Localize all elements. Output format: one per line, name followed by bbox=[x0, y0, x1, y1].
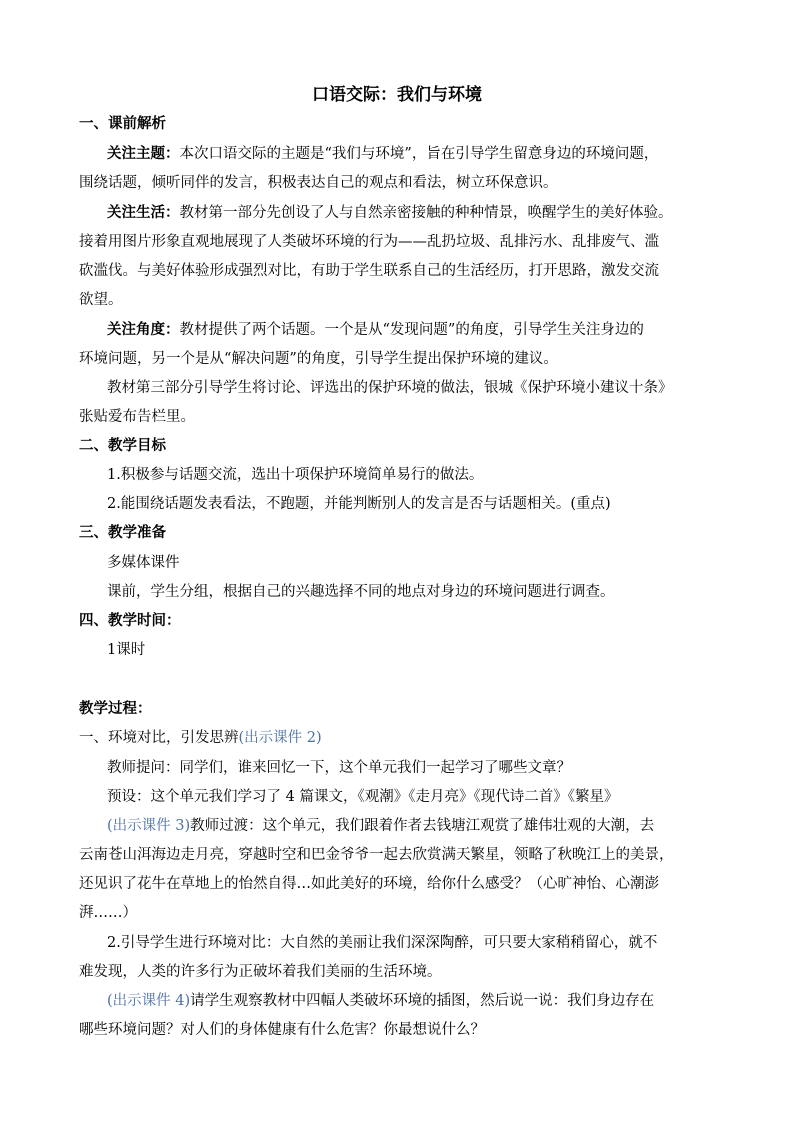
paragraph-label: 关注主题： bbox=[107, 146, 180, 162]
paragraph-line bbox=[107, 203, 673, 223]
paragraph-line: 2.引导学生进行环境对比：大自然的美丽让我们深深陶醉，可只要大家稍稍留心，就不 bbox=[107, 935, 658, 951]
paragraph-line bbox=[107, 144, 658, 164]
paragraph-line: 哪些环境问题？对人们的身体健康有什么危害？你最想说什么？ bbox=[79, 1022, 485, 1038]
paragraph-line: 欲望。 bbox=[79, 292, 123, 308]
paragraph-line: 接着用图片形象直观地展现了人类破坏环境的行为——乱扔垃圾、乱排污水、乱排废气、滥 bbox=[79, 234, 659, 250]
courseware-ref: (出示课件 2) bbox=[238, 730, 322, 746]
courseware-ref: (出示课件 4) bbox=[107, 993, 191, 1009]
paragraph-label: 关注角度： bbox=[107, 322, 180, 338]
section-heading-4: 四、教学时间： bbox=[79, 613, 181, 629]
list-item: 课前，学生分组，根据自己的兴趣选择不同的地点对身边的环境问题进行调查。 bbox=[107, 584, 615, 600]
paragraph-line: 围绕话题，倾听同伴的发言，积极表达自己的观点和看法，树立环保意识。 bbox=[79, 175, 558, 191]
paragraph-line: 砍滥伐。与美好体验形成强烈对比，有助于学生联系自己的生活经历，打开思路，激发交流 bbox=[79, 263, 659, 279]
paragraph-text: 本次口语交际的主题是“我们与环境”，旨在引导学生留意身边的环境问题， bbox=[179, 146, 659, 162]
page-title: 口语交际：我们与环境 bbox=[312, 85, 482, 105]
paragraph-line bbox=[107, 320, 644, 340]
paragraph-text: 教材第一部分先创设了人与自然亲密接触的种种情景，唤醒学生的美好体验。 bbox=[179, 205, 673, 221]
paragraph-text: 教师过渡：这个单元，我们跟着作者去钱塘江观赏了雄伟壮观的大潮，去 bbox=[190, 818, 655, 834]
process-heading: 教学过程： bbox=[79, 701, 152, 717]
paragraph-line: 张贴爱布告栏里。 bbox=[79, 409, 195, 425]
list-item: 2.能围绕话题发表看法，不跑题，并能判断别人的发言是否与话题相关。(重点) bbox=[107, 496, 611, 512]
process-step-1 bbox=[79, 728, 322, 748]
list-item: 1.积极参与话题交流，选出十项保护环境简单易行的做法。 bbox=[107, 467, 484, 483]
courseware-ref: (出示课件 3) bbox=[107, 818, 191, 834]
paragraph-line: 还见识了花牛在草地上的怡然自得…如此美好的环境，给你什么感受？（心旷神怡、心潮澎 bbox=[79, 876, 659, 892]
section-heading-1: 一、课前解析 bbox=[79, 116, 166, 132]
paragraph-line: 湃……） bbox=[79, 905, 137, 921]
list-item: 1课时 bbox=[107, 642, 146, 658]
paragraph-line: 难发现，人类的许多行为正破坏着我们美丽的生活环境。 bbox=[79, 964, 442, 980]
paragraph-line bbox=[107, 991, 654, 1011]
paragraph-line: 预设：这个单元我们学习了 4 篇课文，《观潮》《走月亮》《现代诗二首》《繁星》 bbox=[107, 789, 619, 805]
list-item: 多媒体课件 bbox=[107, 555, 180, 571]
paragraph-label: 关注生活： bbox=[107, 205, 180, 221]
step-title: 一、环境对比，引发思辨 bbox=[79, 730, 239, 746]
section-heading-2: 二、教学目标 bbox=[79, 438, 166, 454]
paragraph-line: 环境问题，另一个是从“解决问题”的角度，引导学生提出保护环境的建议。 bbox=[79, 351, 558, 367]
paragraph-line bbox=[107, 816, 654, 836]
paragraph-line: 云南苍山洱海边走月亮，穿越时空和巴金爷爷一起去欣赏满天繁星，领略了秋晚江上的美景， bbox=[79, 847, 674, 863]
paragraph-line: 教师提问：同学们，谁来回忆一下，这个单元我们一起学习了哪些文章？ bbox=[107, 760, 571, 776]
section-heading-3: 三、教学准备 bbox=[79, 525, 166, 541]
paragraph-text: 教材提供了两个话题。一个是从“发现问题”的角度，引导学生关注身边的 bbox=[179, 322, 644, 338]
paragraph-line: 教材第三部分引导学生将讨论、评选出的保护环境的做法，银城《保护环境小建议十条》 bbox=[107, 380, 673, 396]
paragraph-text: 请学生观察教材中四幅人类破坏环境的插图，然后说一说：我们身边存在 bbox=[190, 993, 655, 1009]
